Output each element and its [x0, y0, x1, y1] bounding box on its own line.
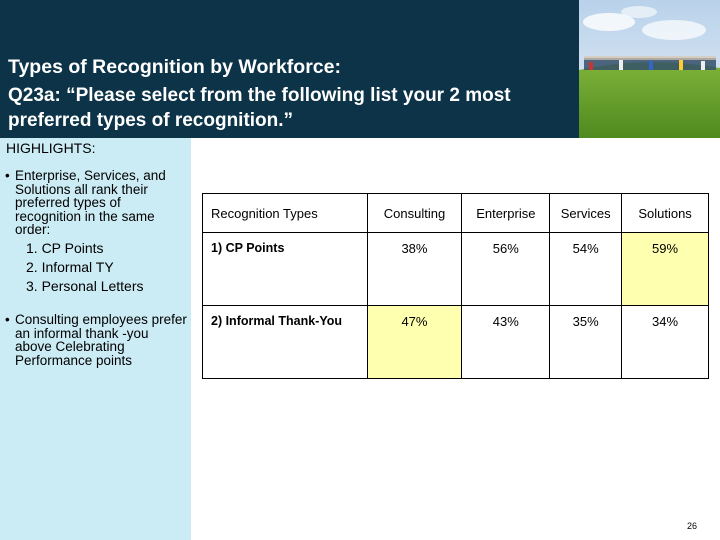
highlight-bullet — [5, 313, 188, 367]
column-header: Recognition Types — [203, 194, 368, 233]
preferred-order-list — [5, 239, 188, 296]
column-header: Services — [550, 194, 622, 233]
table-header-row — [203, 194, 709, 233]
highlight-bullet-text: Enterprise, Services, and Solutions all rank their preferred types of recognition in the same order: — [15, 168, 166, 237]
highlights-title: HIGHLIGHTS: — [6, 140, 96, 156]
page-title: Types of Recognition by Workforce: — [8, 56, 341, 78]
table-cell: 35% — [550, 306, 622, 379]
recognition-types-table — [202, 193, 709, 379]
highlighted-cell: 47% — [367, 306, 462, 379]
table-cell: 54% — [550, 233, 622, 306]
preferred-order-item: 3. Personal Letters — [26, 277, 144, 294]
row-label: 1) CP Points — [203, 233, 368, 306]
row-label: 2) Informal Thank-You — [203, 306, 368, 379]
column-header: Enterprise — [462, 194, 550, 233]
table-row — [203, 306, 709, 379]
column-header: Solutions — [622, 194, 709, 233]
header-photo-crowd-on-hill — [579, 0, 720, 138]
highlight-bullet — [5, 169, 188, 296]
table-cell: 38% — [367, 233, 462, 306]
question-subtitle: Q23a: “Please select from the following list your 2 most preferred types of recognition.” — [8, 85, 511, 131]
bullet-dot-icon: • — [5, 168, 10, 183]
table-row — [203, 233, 709, 306]
table-cell: 43% — [462, 306, 550, 379]
page-number: 26 — [687, 521, 698, 531]
column-header: Consulting — [367, 194, 462, 233]
table-cell: 56% — [462, 233, 550, 306]
highlight-bullet-text: Consulting employees prefer an informal thank -you above Celebrating Performance points — [15, 312, 187, 368]
preferred-order-item: 2. Informal TY — [26, 258, 114, 275]
preferred-order-item: 1. CP Points — [26, 239, 104, 256]
table-cell: 34% — [622, 306, 709, 379]
highlighted-cell: 59% — [622, 233, 709, 306]
bullet-dot-icon: • — [5, 312, 10, 327]
